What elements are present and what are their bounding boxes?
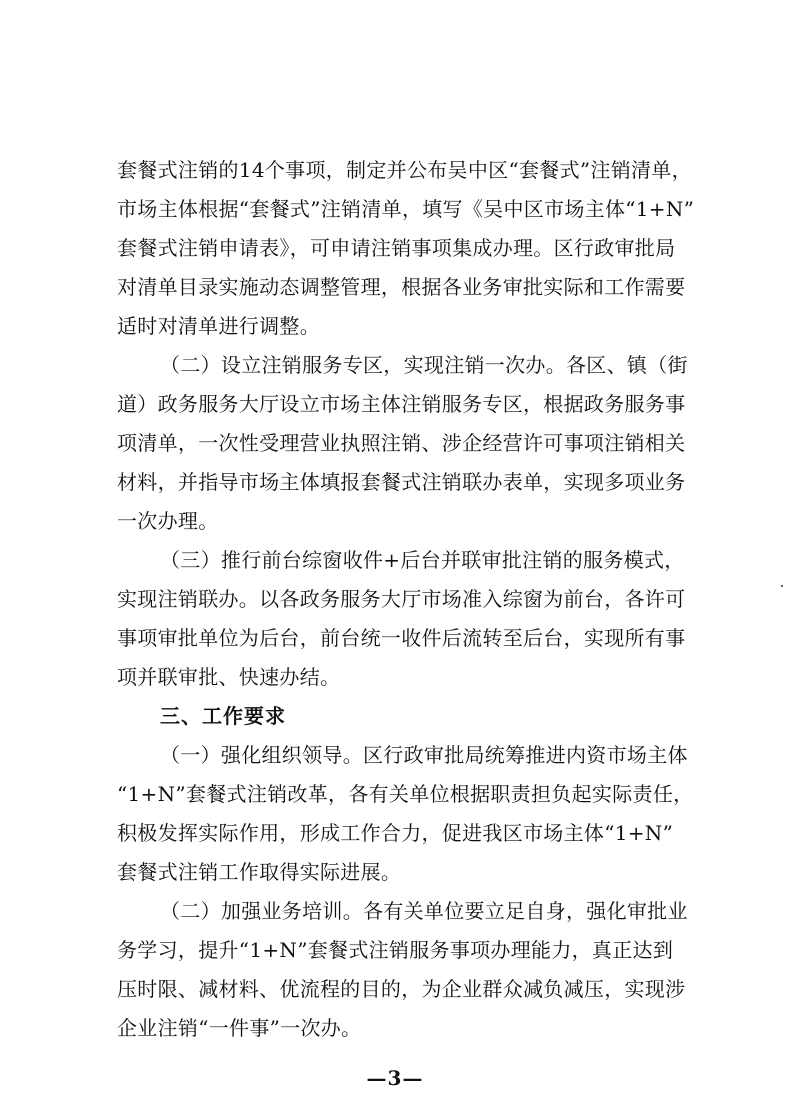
text-line: 实现注销联办。以各政务服务大厅市场准入综窗为前台，各许可 — [117, 587, 686, 611]
text-line: 市场主体根据“套餐式”注销清单，填写《吴中区市场主体“1+N” — [117, 197, 695, 221]
text-line: 套餐式注销申请表》，可申请注销事项集成办理。区行政审批局 — [117, 236, 676, 260]
text-line: （二）加强业务培训。各有关单位要立足自身，强化审批业 — [160, 899, 688, 923]
text-line: 套餐式注销的14个事项，制定并公布吴中区“套餐式”注销清单， — [117, 158, 692, 182]
text-line: 道）政务服务大厅设立市场主体注销服务专区，根据政务服务事 — [117, 392, 686, 416]
text-line: 务学习，提升“1+N”套餐式注销服务事项办理能力，真正达到 — [117, 938, 674, 962]
text-line: 项清单，一次性受理营业执照注销、涉企经营许可事项注销相关 — [117, 431, 686, 455]
text-line: （一）强化组织领导。区行政审批局统筹推进内资市场主体 — [160, 743, 688, 767]
text-line: 套餐式注销工作取得实际进展。 — [117, 860, 402, 884]
page-number: —3— — [366, 1066, 424, 1090]
section-heading: 三、工作要求 — [160, 704, 286, 728]
text-line: 对清单目录实施动态调整管理，根据各业务审批实际和工作需要 — [117, 275, 686, 299]
text-line: 企业注销“一件事”一次办。 — [117, 1016, 362, 1040]
text-line: （二）设立注销服务专区，实现注销一次办。各区、镇（街 — [160, 353, 688, 377]
text-line: “1+N”套餐式注销改革，各有关单位根据职责担负起实际责任， — [117, 782, 694, 806]
text-line: 材料，并指导市场主体填报套餐式注销联办表单，实现多项业务 — [117, 470, 686, 494]
text-line: 积极发挥实际作用，形成工作合力，促进我区市场主体“1+N” — [117, 821, 674, 845]
scan-dot — [781, 585, 783, 587]
text-line: （三）推行前台综窗收件+后台并联审批注销的服务模式， — [160, 548, 685, 572]
text-line: 适时对清单进行调整。 — [117, 314, 320, 338]
text-line: 一次办理。 — [117, 509, 219, 533]
text-line: 项并联审批、快速办结。 — [117, 665, 341, 689]
text-line: 事项审批单位为后台，前台统一收件后流转至后台，实现所有事 — [117, 626, 686, 650]
text-line: 压时限、减材料、优流程的目的，为企业群众减负减压，实现涉 — [117, 977, 686, 1001]
